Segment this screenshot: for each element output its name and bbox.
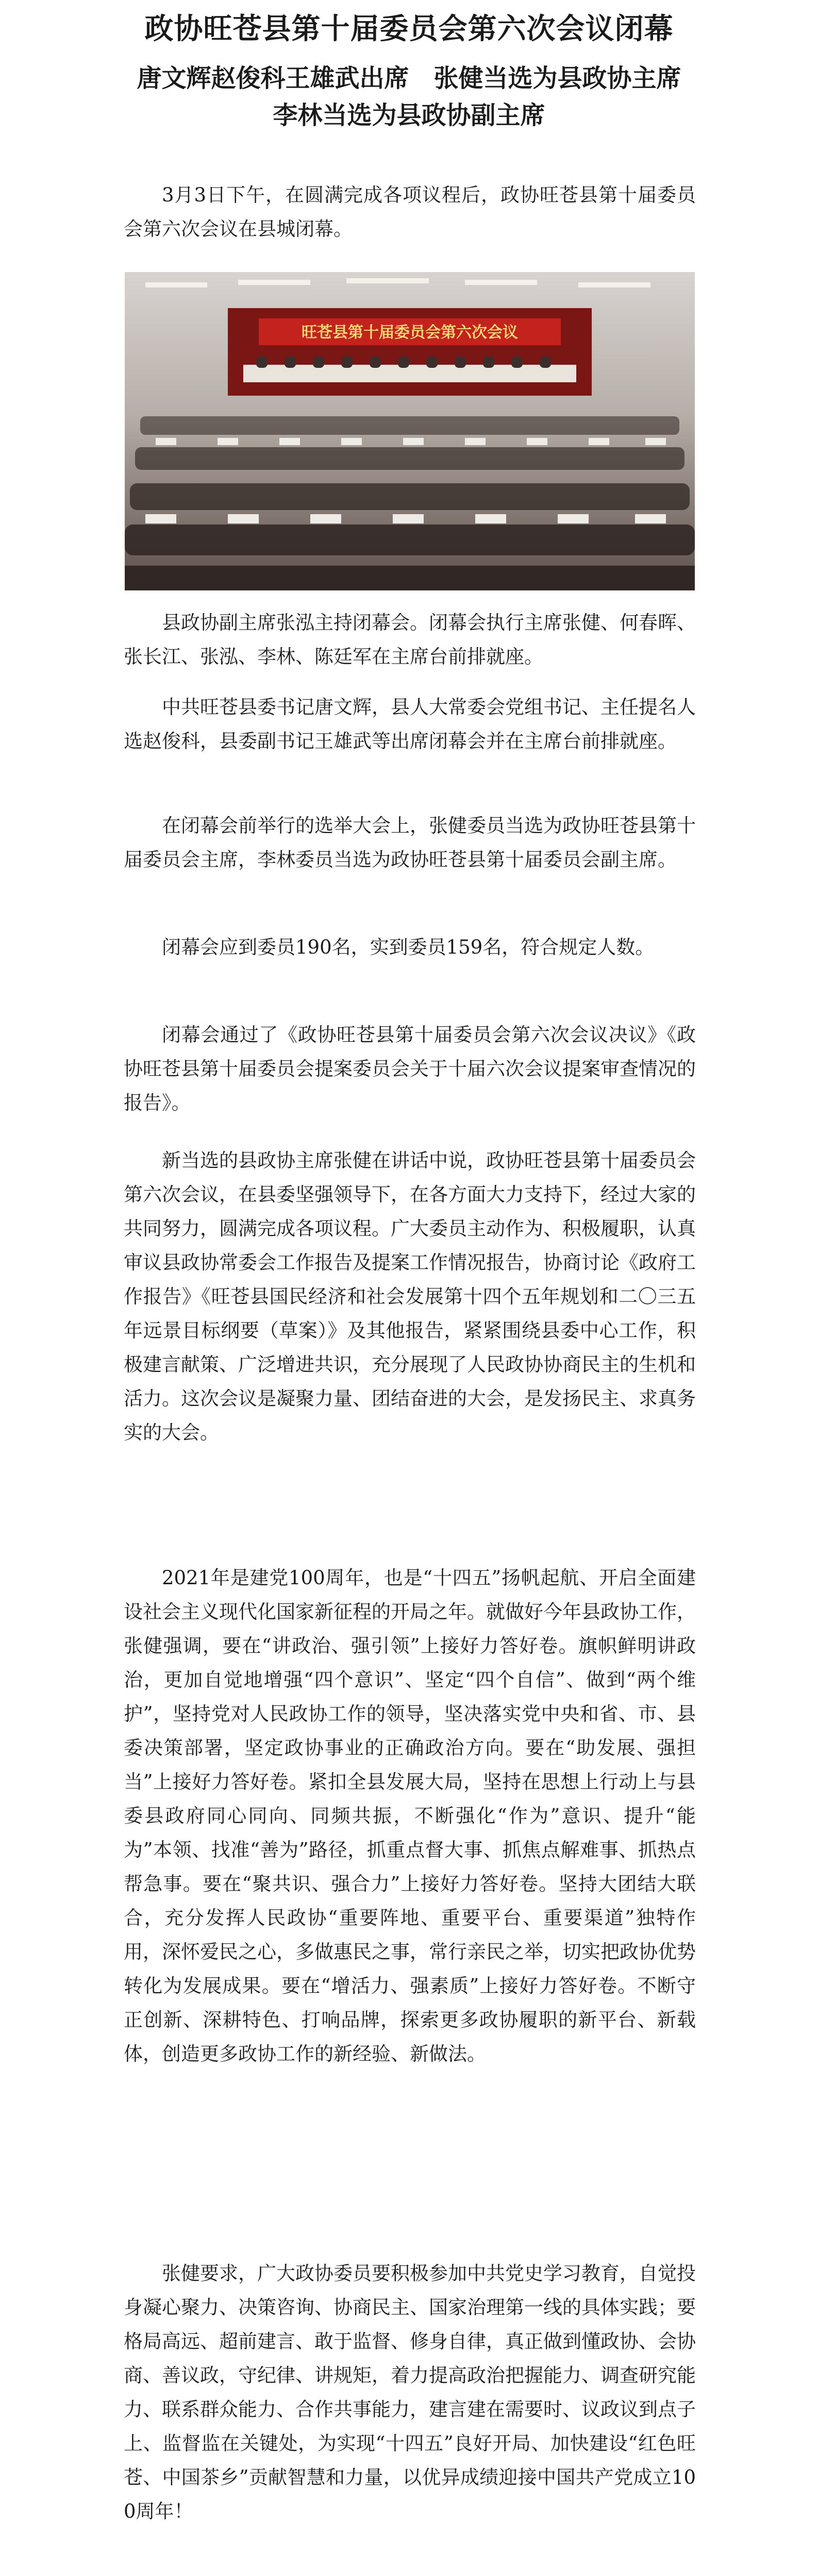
- stage-banner-text: 旺苍县第十届委员会第六次会议: [302, 324, 518, 342]
- paragraph-4: 在闭幕会前举行的选举大会上，张健委员当选为政协旺苍县第十届委员会主席，李林委员当选为政协旺苍县第十届委员会副主席。: [124, 815, 696, 871]
- paragraph-1: 3月3日下午，在圆满完成各项议程后，政协旺苍县第十届委员会第六次会议在县城闭幕。: [124, 184, 696, 240]
- meeting-photo: [125, 272, 695, 590]
- article-title: 政协旺苍县第十届委员会第六次会议闭幕: [144, 12, 674, 46]
- paragraph-2: 县政协副主席张泓主持闭幕会。闭幕会执行主席张健、何春晖、张长江、张泓、李林、陈廷军在主席台前排就座。: [124, 612, 696, 668]
- paragraph-6: 闭幕会通过了《政协旺苍县第十届委员会第六次会议决议》《政协旺苍县第十届委员会提案委员会关于十届六次会议提案审查情况的报告》。: [124, 1024, 696, 1114]
- paragraph-7: 新当选的县政协主席张健在讲话中说，政协旺苍县第十届委员会第六次会议，在县委坚强领导下，在各方面大力支持下，经过大家的共同努力，圆满完成各项议程。广大委员主动作为、积极履职，认真审议县政协常委会工作报告及提案工作情况报告，协商讨论《政府工作报告》《旺苍县国民经济和社会发展第十四个五年规划和二〇三五年远景目标纲要（草案）》及其他报告，紧紧围绕县委中心工作，积极建言献策、广泛增进共识，充分展现了人民政协协商民主的生机和活力。这次会议是凝聚力量、团结奋进的大会，是发扬民主、求真务实的大会。: [124, 1149, 696, 1444]
- article-subtitle-2: 李林当选为县政协副主席: [273, 101, 545, 130]
- paragraph-3: 中共旺苍县委书记唐文辉，县人大常委会党组书记、主任提名人选赵俊科，县委副书记王雄武等出席闭幕会并在主席台前排就座。: [124, 696, 696, 752]
- paragraph-8: 2021年是建党100周年，也是“十四五”扬帆起航、开启全面建设社会主义现代化国家新征程的开局之年。就做好今年县政协工作，张健强调，要在“讲政治、强引领”上接好力答好卷。旗帜鲜明讲政治，更加自觉地增强“四个意识”、坚定“四个自信”、做到“两个维护”，坚持党对人民政协工作的领导，坚决落实党中央和省、市、县委决策部署，坚定政协事业的正确政治方向。要在“助发展、强担当”上接好力答好卷。紧扣全县发展大局，坚持在思想上行动上与县委县政府同心同向、同频共振，不断强化“作为”意识、提升“能为”本领、找准“善为”路径，抓重点督大事、抓焦点解难事、抓热点帮急事。要在“聚共识、强合力”上接好力答好卷。坚持大团结大联合，充分发挥人民政协“重要阵地、重要平台、重要渠道”独特作用，深怀爱民之心，多做惠民之事，常行亲民之举，切实把政协优势转化为发展成果。要在“增活力、强素质”上接好力答好卷。不断守正创新、深耕特色、打响品牌，探索更多政协履职的新平台、新载体，创造更多政协工作的新经验、新做法。: [124, 1567, 696, 2065]
- paragraph-9: 张健要求，广大政协委员要积极参加中共党史学习教育，自觉投身凝心聚力、决策咨询、协商民主、国家治理第一线的具体实践；要格局高远、超前建言、敢于监督、修身自律，真正做到懂政协、会协商、善议政，守纪律、讲规矩，着力提高政治把握能力、调查研究能力、联系群众能力、合作共事能力，建言建在需要时、议政议到点子上、监督监在关键处，为实现“十四五”良好开局、加快建设“红色旺苍、中国茶乡”贡献智慧和力量，以优异成绩迎接中国共产党成立100周年！: [124, 2262, 696, 2522]
- paragraph-5: 闭幕会应到委员190名，实到委员159名，符合规定人数。: [162, 936, 655, 958]
- article-subtitle-1: 唐文辉赵俊科王雄武出席 张健当选为县政协主席: [137, 64, 681, 93]
